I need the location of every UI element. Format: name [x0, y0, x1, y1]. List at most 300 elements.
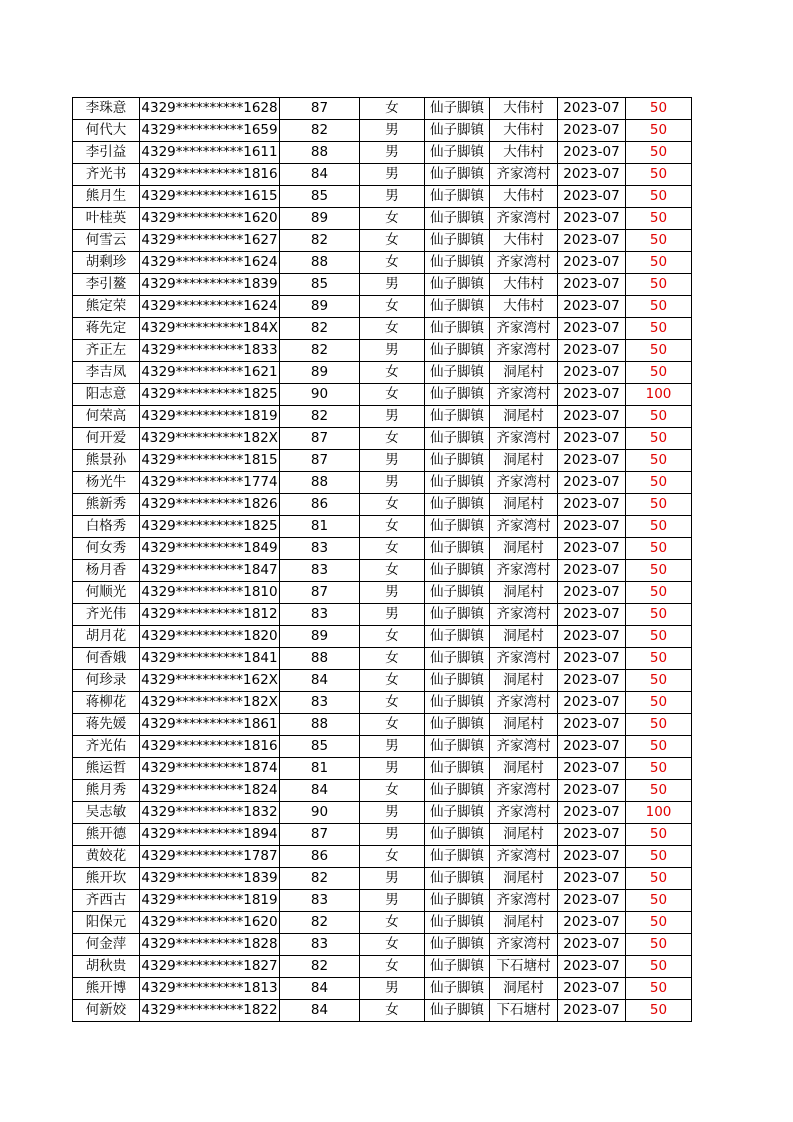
town-cell: 仙子脚镇	[425, 560, 490, 582]
table-row	[73, 362, 692, 384]
table-row	[73, 736, 692, 758]
id-number-cell: 4329**********1819	[140, 406, 280, 428]
id-number-cell: 4329**********1627	[140, 230, 280, 252]
gender-cell: 男	[360, 274, 425, 296]
date-cell: 2023-07	[558, 472, 626, 494]
amount-cell: 50	[626, 758, 692, 780]
age-cell: 83	[280, 890, 360, 912]
date-cell: 2023-07	[558, 428, 626, 450]
age-cell: 81	[280, 758, 360, 780]
id-number-cell: 4329**********162X	[140, 670, 280, 692]
gender-cell: 男	[360, 120, 425, 142]
date-cell: 2023-07	[558, 692, 626, 714]
town-cell: 仙子脚镇	[425, 802, 490, 824]
town-cell: 仙子脚镇	[425, 670, 490, 692]
village-cell: 齐家湾村	[490, 560, 558, 582]
gender-cell: 女	[360, 494, 425, 516]
name-cell: 齐光佑	[73, 736, 140, 758]
town-cell: 仙子脚镇	[425, 186, 490, 208]
name-cell: 熊开坎	[73, 868, 140, 890]
date-cell: 2023-07	[558, 978, 626, 1000]
gender-cell: 男	[360, 142, 425, 164]
age-cell: 83	[280, 692, 360, 714]
gender-cell: 女	[360, 318, 425, 340]
table-row	[73, 648, 692, 670]
id-number-cell: 4329**********1615	[140, 186, 280, 208]
age-cell: 89	[280, 626, 360, 648]
name-cell: 何珍录	[73, 670, 140, 692]
village-cell: 齐家湾村	[490, 736, 558, 758]
village-cell: 齐家湾村	[490, 802, 558, 824]
town-cell: 仙子脚镇	[425, 296, 490, 318]
village-cell: 齐家湾村	[490, 692, 558, 714]
table-row	[73, 274, 692, 296]
town-cell: 仙子脚镇	[425, 230, 490, 252]
id-number-cell: 4329**********1659	[140, 120, 280, 142]
village-cell: 洞尾村	[490, 714, 558, 736]
town-cell: 仙子脚镇	[425, 582, 490, 604]
gender-cell: 女	[360, 626, 425, 648]
table-row	[73, 428, 692, 450]
date-cell: 2023-07	[558, 714, 626, 736]
village-cell: 洞尾村	[490, 868, 558, 890]
gender-cell: 女	[360, 912, 425, 934]
table-row	[73, 318, 692, 340]
date-cell: 2023-07	[558, 516, 626, 538]
town-cell: 仙子脚镇	[425, 274, 490, 296]
gender-cell: 男	[360, 890, 425, 912]
amount-cell: 50	[626, 846, 692, 868]
name-cell: 胡剩珍	[73, 252, 140, 274]
town-cell: 仙子脚镇	[425, 142, 490, 164]
gender-cell: 女	[360, 648, 425, 670]
gender-cell: 男	[360, 824, 425, 846]
age-cell: 83	[280, 934, 360, 956]
village-cell: 齐家湾村	[490, 340, 558, 362]
age-cell: 87	[280, 98, 360, 120]
table-row	[73, 296, 692, 318]
date-cell: 2023-07	[558, 384, 626, 406]
village-cell: 齐家湾村	[490, 648, 558, 670]
amount-cell: 50	[626, 780, 692, 802]
amount-cell: 50	[626, 560, 692, 582]
name-cell: 齐光伟	[73, 604, 140, 626]
age-cell: 83	[280, 538, 360, 560]
town-cell: 仙子脚镇	[425, 736, 490, 758]
amount-cell: 50	[626, 120, 692, 142]
amount-cell: 50	[626, 824, 692, 846]
id-number-cell: 4329**********1825	[140, 384, 280, 406]
gender-cell: 男	[360, 406, 425, 428]
age-cell: 89	[280, 208, 360, 230]
town-cell: 仙子脚镇	[425, 714, 490, 736]
date-cell: 2023-07	[558, 934, 626, 956]
name-cell: 何顺光	[73, 582, 140, 604]
gender-cell: 男	[360, 186, 425, 208]
id-number-cell: 4329**********1824	[140, 780, 280, 802]
amount-cell: 50	[626, 230, 692, 252]
name-cell: 何开爱	[73, 428, 140, 450]
gender-cell: 男	[360, 582, 425, 604]
village-cell: 洞尾村	[490, 670, 558, 692]
gender-cell: 女	[360, 428, 425, 450]
name-cell: 熊月生	[73, 186, 140, 208]
name-cell: 杨光牛	[73, 472, 140, 494]
table-row	[73, 604, 692, 626]
age-cell: 83	[280, 560, 360, 582]
gender-cell: 女	[360, 780, 425, 802]
town-cell: 仙子脚镇	[425, 890, 490, 912]
table-row	[73, 450, 692, 472]
name-cell: 李引益	[73, 142, 140, 164]
gender-cell: 女	[360, 1000, 425, 1022]
amount-cell: 50	[626, 472, 692, 494]
table-row	[73, 406, 692, 428]
age-cell: 86	[280, 494, 360, 516]
name-cell: 李引鳌	[73, 274, 140, 296]
town-cell: 仙子脚镇	[425, 472, 490, 494]
town-cell: 仙子脚镇	[425, 1000, 490, 1022]
name-cell: 熊月秀	[73, 780, 140, 802]
name-cell: 熊定荣	[73, 296, 140, 318]
amount-cell: 50	[626, 978, 692, 1000]
village-cell: 洞尾村	[490, 450, 558, 472]
id-number-cell: 4329**********1815	[140, 450, 280, 472]
id-number-cell: 4329**********1819	[140, 890, 280, 912]
name-cell: 李珠意	[73, 98, 140, 120]
amount-cell: 50	[626, 582, 692, 604]
village-cell: 洞尾村	[490, 978, 558, 1000]
gender-cell: 男	[360, 978, 425, 1000]
village-cell: 齐家湾村	[490, 208, 558, 230]
town-cell: 仙子脚镇	[425, 868, 490, 890]
town-cell: 仙子脚镇	[425, 362, 490, 384]
village-cell: 齐家湾村	[490, 164, 558, 186]
date-cell: 2023-07	[558, 736, 626, 758]
table-row	[73, 252, 692, 274]
table-row	[73, 934, 692, 956]
amount-cell: 50	[626, 604, 692, 626]
table-row	[73, 560, 692, 582]
id-number-cell: 4329**********1624	[140, 296, 280, 318]
gender-cell: 女	[360, 230, 425, 252]
amount-cell: 50	[626, 692, 692, 714]
amount-cell: 50	[626, 208, 692, 230]
name-cell: 杨月香	[73, 560, 140, 582]
village-cell: 洞尾村	[490, 406, 558, 428]
age-cell: 82	[280, 912, 360, 934]
age-cell: 84	[280, 780, 360, 802]
gender-cell: 女	[360, 362, 425, 384]
table-body	[73, 98, 692, 1022]
town-cell: 仙子脚镇	[425, 934, 490, 956]
date-cell: 2023-07	[558, 670, 626, 692]
date-cell: 2023-07	[558, 802, 626, 824]
amount-cell: 50	[626, 494, 692, 516]
table-row	[73, 714, 692, 736]
village-cell: 齐家湾村	[490, 318, 558, 340]
id-number-cell: 4329**********1812	[140, 604, 280, 626]
amount-cell: 50	[626, 934, 692, 956]
town-cell: 仙子脚镇	[425, 340, 490, 362]
table-row	[73, 98, 692, 120]
id-number-cell: 4329**********1833	[140, 340, 280, 362]
age-cell: 88	[280, 252, 360, 274]
date-cell: 2023-07	[558, 758, 626, 780]
town-cell: 仙子脚镇	[425, 252, 490, 274]
table-row	[73, 956, 692, 978]
town-cell: 仙子脚镇	[425, 98, 490, 120]
date-cell: 2023-07	[558, 186, 626, 208]
age-cell: 82	[280, 868, 360, 890]
village-cell: 洞尾村	[490, 912, 558, 934]
date-cell: 2023-07	[558, 362, 626, 384]
amount-cell: 50	[626, 648, 692, 670]
gender-cell: 男	[360, 472, 425, 494]
id-number-cell: 4329**********1874	[140, 758, 280, 780]
amount-cell: 50	[626, 736, 692, 758]
name-cell: 阳志意	[73, 384, 140, 406]
name-cell: 黄姣花	[73, 846, 140, 868]
id-number-cell: 4329**********1861	[140, 714, 280, 736]
date-cell: 2023-07	[558, 98, 626, 120]
date-cell: 2023-07	[558, 1000, 626, 1022]
age-cell: 84	[280, 978, 360, 1000]
village-cell: 齐家湾村	[490, 890, 558, 912]
id-number-cell: 4329**********1620	[140, 912, 280, 934]
table-row	[73, 758, 692, 780]
gender-cell: 女	[360, 846, 425, 868]
amount-cell: 50	[626, 428, 692, 450]
town-cell: 仙子脚镇	[425, 956, 490, 978]
amount-cell: 50	[626, 406, 692, 428]
age-cell: 87	[280, 824, 360, 846]
gender-cell: 女	[360, 692, 425, 714]
town-cell: 仙子脚镇	[425, 538, 490, 560]
gender-cell: 男	[360, 604, 425, 626]
age-cell: 85	[280, 186, 360, 208]
table-row	[73, 340, 692, 362]
name-cell: 熊运哲	[73, 758, 140, 780]
age-cell: 84	[280, 670, 360, 692]
village-cell: 大伟村	[490, 296, 558, 318]
gender-cell: 男	[360, 802, 425, 824]
table-row	[73, 626, 692, 648]
village-cell: 洞尾村	[490, 582, 558, 604]
town-cell: 仙子脚镇	[425, 406, 490, 428]
village-cell: 下石塘村	[490, 956, 558, 978]
date-cell: 2023-07	[558, 824, 626, 846]
table-row	[73, 384, 692, 406]
town-cell: 仙子脚镇	[425, 428, 490, 450]
table-row	[73, 868, 692, 890]
id-number-cell: 4329**********1816	[140, 164, 280, 186]
name-cell: 何新姣	[73, 1000, 140, 1022]
name-cell: 何荣高	[73, 406, 140, 428]
amount-cell: 50	[626, 186, 692, 208]
town-cell: 仙子脚镇	[425, 912, 490, 934]
village-cell: 齐家湾村	[490, 516, 558, 538]
name-cell: 叶桂英	[73, 208, 140, 230]
town-cell: 仙子脚镇	[425, 208, 490, 230]
amount-cell: 50	[626, 252, 692, 274]
date-cell: 2023-07	[558, 164, 626, 186]
id-number-cell: 4329**********1611	[140, 142, 280, 164]
id-number-cell: 4329**********1820	[140, 626, 280, 648]
table-row	[73, 494, 692, 516]
date-cell: 2023-07	[558, 868, 626, 890]
name-cell: 熊开德	[73, 824, 140, 846]
amount-cell: 50	[626, 274, 692, 296]
gender-cell: 男	[360, 758, 425, 780]
amount-cell: 50	[626, 362, 692, 384]
name-cell: 齐西古	[73, 890, 140, 912]
table-row	[73, 824, 692, 846]
village-cell: 洞尾村	[490, 494, 558, 516]
age-cell: 85	[280, 274, 360, 296]
gender-cell: 女	[360, 384, 425, 406]
age-cell: 88	[280, 142, 360, 164]
name-cell: 蒋先定	[73, 318, 140, 340]
age-cell: 89	[280, 362, 360, 384]
amount-cell: 50	[626, 164, 692, 186]
village-cell: 洞尾村	[490, 538, 558, 560]
name-cell: 何雪云	[73, 230, 140, 252]
town-cell: 仙子脚镇	[425, 648, 490, 670]
name-cell: 何金萍	[73, 934, 140, 956]
town-cell: 仙子脚镇	[425, 978, 490, 1000]
name-cell: 何女秀	[73, 538, 140, 560]
id-number-cell: 4329**********1828	[140, 934, 280, 956]
age-cell: 84	[280, 164, 360, 186]
date-cell: 2023-07	[558, 648, 626, 670]
amount-cell: 50	[626, 340, 692, 362]
date-cell: 2023-07	[558, 538, 626, 560]
age-cell: 90	[280, 384, 360, 406]
age-cell: 90	[280, 802, 360, 824]
village-cell: 大伟村	[490, 186, 558, 208]
village-cell: 洞尾村	[490, 758, 558, 780]
date-cell: 2023-07	[558, 604, 626, 626]
gender-cell: 男	[360, 164, 425, 186]
date-cell: 2023-07	[558, 208, 626, 230]
gender-cell: 男	[360, 450, 425, 472]
id-number-cell: 4329**********1822	[140, 1000, 280, 1022]
town-cell: 仙子脚镇	[425, 450, 490, 472]
id-number-cell: 4329**********1813	[140, 978, 280, 1000]
date-cell: 2023-07	[558, 142, 626, 164]
town-cell: 仙子脚镇	[425, 758, 490, 780]
village-cell: 齐家湾村	[490, 252, 558, 274]
village-cell: 下石塘村	[490, 1000, 558, 1022]
name-cell: 何代大	[73, 120, 140, 142]
amount-cell: 50	[626, 956, 692, 978]
age-cell: 84	[280, 1000, 360, 1022]
age-cell: 86	[280, 846, 360, 868]
table-row	[73, 208, 692, 230]
gender-cell: 女	[360, 956, 425, 978]
id-number-cell: 4329**********1628	[140, 98, 280, 120]
amount-cell: 50	[626, 1000, 692, 1022]
date-cell: 2023-07	[558, 560, 626, 582]
table-row	[73, 582, 692, 604]
town-cell: 仙子脚镇	[425, 846, 490, 868]
gender-cell: 男	[360, 736, 425, 758]
table-row	[73, 538, 692, 560]
amount-cell: 50	[626, 318, 692, 340]
date-cell: 2023-07	[558, 626, 626, 648]
table-row	[73, 230, 692, 252]
name-cell: 蒋柳花	[73, 692, 140, 714]
amount-cell: 50	[626, 912, 692, 934]
table-row	[73, 912, 692, 934]
date-cell: 2023-07	[558, 494, 626, 516]
table-row	[73, 846, 692, 868]
amount-cell: 50	[626, 538, 692, 560]
name-cell: 齐光书	[73, 164, 140, 186]
amount-cell: 50	[626, 142, 692, 164]
id-number-cell: 4329**********1894	[140, 824, 280, 846]
age-cell: 87	[280, 450, 360, 472]
date-cell: 2023-07	[558, 120, 626, 142]
date-cell: 2023-07	[558, 956, 626, 978]
village-cell: 齐家湾村	[490, 384, 558, 406]
id-number-cell: 4329**********1827	[140, 956, 280, 978]
amount-cell: 50	[626, 98, 692, 120]
id-number-cell: 4329**********1816	[140, 736, 280, 758]
gender-cell: 男	[360, 340, 425, 362]
date-cell: 2023-07	[558, 912, 626, 934]
id-number-cell: 4329**********1810	[140, 582, 280, 604]
gender-cell: 女	[360, 714, 425, 736]
village-cell: 齐家湾村	[490, 846, 558, 868]
town-cell: 仙子脚镇	[425, 626, 490, 648]
town-cell: 仙子脚镇	[425, 780, 490, 802]
age-cell: 87	[280, 582, 360, 604]
id-number-cell: 4329**********1620	[140, 208, 280, 230]
name-cell: 齐正左	[73, 340, 140, 362]
id-number-cell: 4329**********184X	[140, 318, 280, 340]
amount-cell: 50	[626, 626, 692, 648]
date-cell: 2023-07	[558, 406, 626, 428]
town-cell: 仙子脚镇	[425, 120, 490, 142]
age-cell: 89	[280, 296, 360, 318]
gender-cell: 女	[360, 934, 425, 956]
date-cell: 2023-07	[558, 780, 626, 802]
id-number-cell: 4329**********1832	[140, 802, 280, 824]
age-cell: 82	[280, 120, 360, 142]
date-cell: 2023-07	[558, 890, 626, 912]
village-cell: 大伟村	[490, 98, 558, 120]
amount-cell: 50	[626, 296, 692, 318]
village-cell: 齐家湾村	[490, 780, 558, 802]
gender-cell: 女	[360, 208, 425, 230]
table-row	[73, 780, 692, 802]
age-cell: 82	[280, 230, 360, 252]
id-number-cell: 4329**********1847	[140, 560, 280, 582]
table-row	[73, 142, 692, 164]
age-cell: 82	[280, 340, 360, 362]
table-row	[73, 120, 692, 142]
table-row	[73, 670, 692, 692]
age-cell: 88	[280, 472, 360, 494]
name-cell: 李吉凤	[73, 362, 140, 384]
id-number-cell: 4329**********1839	[140, 274, 280, 296]
village-cell: 大伟村	[490, 142, 558, 164]
village-cell: 大伟村	[490, 274, 558, 296]
date-cell: 2023-07	[558, 340, 626, 362]
age-cell: 87	[280, 428, 360, 450]
